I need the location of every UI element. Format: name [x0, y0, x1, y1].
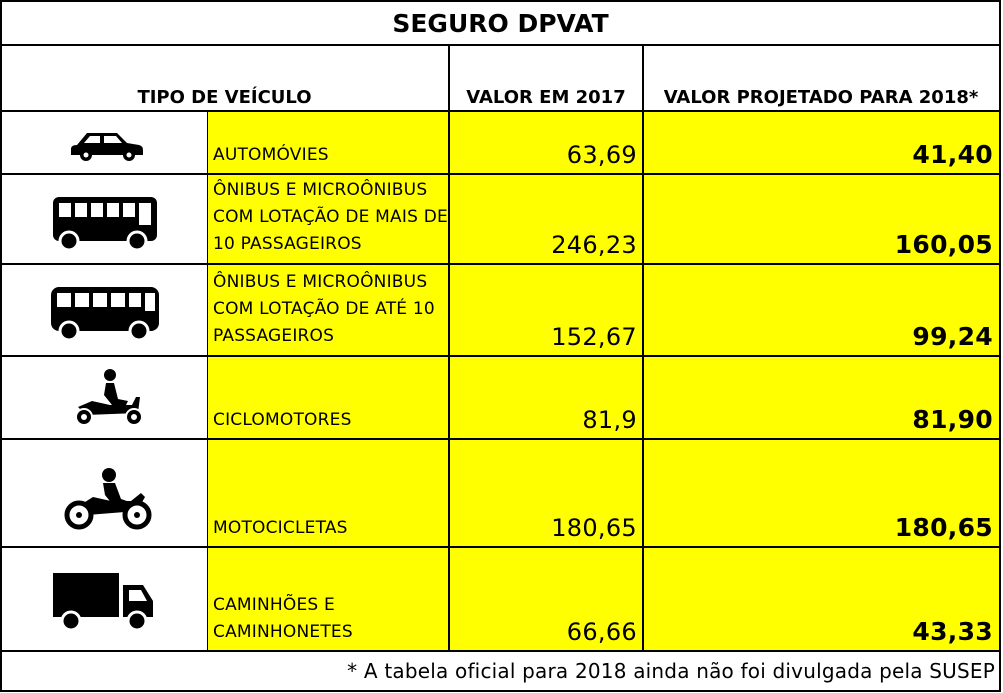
- icon-cell-motorcycle: [2, 440, 207, 546]
- value-2017-onibus-ate-10: 152,67: [551, 323, 637, 351]
- row-label-onibus-mais-10: [213, 175, 449, 263]
- label-line: MOTOCICLETAS: [213, 518, 348, 538]
- bus-icon: [45, 179, 165, 259]
- value-2018-motocicletas: 180,65: [894, 513, 993, 542]
- value-2018-automoveis: 41,40: [912, 140, 993, 169]
- label-line: CAMINHONETES: [213, 622, 353, 642]
- grid-line: [0, 438, 1001, 440]
- icon-cell-minibus: [2, 265, 207, 355]
- row-label-automoveis: [213, 112, 449, 173]
- grid-line: [0, 173, 1001, 175]
- truck-icon: [47, 553, 163, 645]
- row-label-onibus-ate-10: [213, 265, 449, 355]
- grid-line: [999, 0, 1001, 692]
- grid-line: [0, 0, 1001, 2]
- grid-line: [448, 44, 450, 650]
- value-2017-ciclomotores: 81,9: [582, 406, 637, 434]
- label-line: CAMINHÕES E: [213, 595, 335, 615]
- grid-line: [0, 0, 2, 692]
- grid-line: [0, 44, 1001, 46]
- value-2018-onibus-ate-10: 99,24: [912, 322, 993, 351]
- grid-line: [207, 110, 208, 650]
- label-line: COM LOTAÇÃO DE MAIS DE: [213, 207, 448, 227]
- icon-cell-car: [2, 112, 207, 173]
- grid-line: [0, 690, 1001, 692]
- icon-cell-truck: [2, 548, 207, 650]
- scooter-icon: [50, 361, 160, 435]
- table-title: SEGURO DPVAT: [392, 8, 609, 38]
- label-line: ÔNIBUS E MICROÔNIBUS: [213, 272, 428, 292]
- header-value-2018: VALOR PROJETADO PARA 2018*: [663, 86, 979, 108]
- grid-line: [0, 355, 1001, 357]
- label-line: CICLOMOTORES: [213, 410, 352, 430]
- value-2018-ciclomotores: 81,90: [912, 405, 993, 434]
- value-2017-motocicletas: 180,65: [551, 514, 637, 542]
- value-2017-onibus-mais-10: 246,23: [551, 231, 637, 259]
- grid-line: [0, 263, 1001, 265]
- header-vehicle-type: TIPO DE VEÍCULO: [137, 86, 312, 108]
- grid-line: [0, 650, 1001, 652]
- value-2017-caminhoes: 66,66: [566, 618, 637, 646]
- icon-cell-scooter: [2, 357, 207, 438]
- label-line: PASSAGEIROS: [213, 326, 335, 346]
- grid-line: [0, 546, 1001, 548]
- header-value-2017: VALOR EM 2017: [466, 86, 626, 108]
- label-line: ÔNIBUS E MICROÔNIBUS: [213, 180, 428, 200]
- value-2018-caminhoes: 43,33: [912, 617, 993, 646]
- value-2017-automoveis: 63,69: [566, 141, 637, 169]
- value-2018-onibus-mais-10: 160,05: [894, 230, 993, 259]
- grid-line: [0, 110, 1001, 112]
- row-label-motocicletas: [213, 440, 449, 546]
- label-line: COM LOTAÇÃO DE ATÉ 10: [213, 299, 435, 319]
- motorcycle-icon: [47, 445, 163, 541]
- car-icon: [55, 117, 155, 169]
- row-label-caminhoes: [213, 548, 449, 650]
- grid-line: [642, 44, 644, 650]
- footnote: * A tabela oficial para 2018 ainda não foi divulgada pela SUSEP: [347, 659, 995, 683]
- row-label-ciclomotores: [213, 357, 449, 438]
- minibus-icon: [45, 271, 165, 349]
- label-line: 10 PASSAGEIROS: [213, 234, 362, 254]
- icon-cell-bus: [2, 175, 207, 263]
- label-line: AUTOMÓVIES: [213, 145, 329, 165]
